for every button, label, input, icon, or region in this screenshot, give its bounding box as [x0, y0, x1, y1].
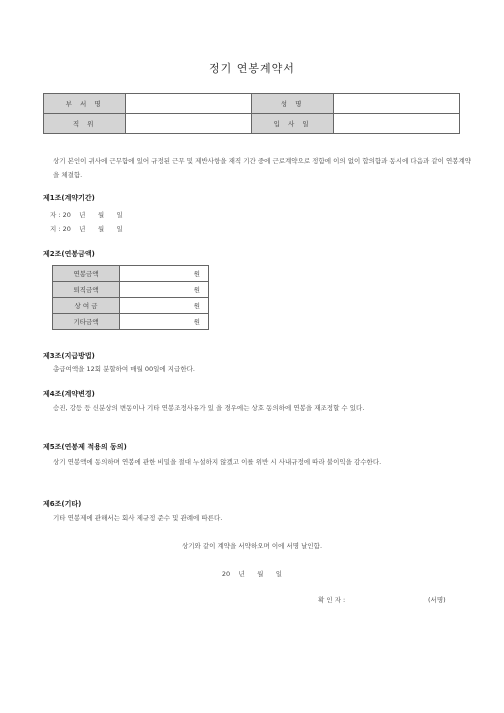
sign-date-line: 20 년 월 일	[221, 570, 283, 578]
other-amount-label: 기타금액	[53, 314, 120, 330]
severance-label: 퇴직금액	[53, 282, 120, 298]
contract-start-line: 자 : 20 년 월 일	[50, 211, 123, 219]
article2-heading: 제2조(연봉금액)	[43, 250, 95, 258]
confirmer-label: 확 인 자 :	[318, 596, 346, 604]
employee-info-table	[43, 93, 460, 134]
position-value-cell[interactable]	[126, 114, 252, 134]
severance-unit[interactable]: 원	[120, 282, 209, 298]
article5-heading: 제5조(연봉제 적용의 동의)	[43, 443, 127, 451]
article6-text: 기타 연봉제에 관해서는 회사 제규정 준수 및 관례에 따른다.	[53, 514, 223, 522]
article4-text: 승진, 강등 등 신분상의 변동이나 기타 연봉조정사유가 있 을 경우에는 상호 동의하에 연봉을 재조정할 수 있다.	[53, 404, 365, 412]
join-date-label: 입 사 일	[251, 114, 333, 134]
dept-value-cell[interactable]	[126, 94, 252, 114]
name-value-cell[interactable]	[334, 94, 460, 114]
dept-label: 부 서 명	[44, 94, 126, 114]
article4-heading: 제4조(계약변경)	[43, 390, 95, 398]
closing-statement: 상기와 같이 계약을 서약하오며 이에 서명 날인함.	[181, 542, 323, 550]
article1-heading: 제1조(계약기간)	[43, 194, 95, 202]
join-date-value-cell[interactable]	[334, 114, 460, 134]
document-title: 정기 연봉계약서	[209, 62, 295, 75]
signature-seal[interactable]: (서명)	[428, 596, 446, 604]
bonus-label: 상 여 금	[53, 298, 120, 314]
intro-paragraph: 상기 본인이 귀사에 근무함에 있어 규정된 근무 및 제반사항을 재직 기간 중에 근로계약으로 정함에 이의 없이 합의함과 동시에 다음과 같이 연봉계약을 체결함.	[53, 157, 472, 179]
bonus-unit[interactable]: 원	[120, 298, 209, 314]
other-amount-unit[interactable]: 원	[120, 314, 209, 330]
article5-text: 상기 연봉액에 동의하며 연봉에 관한 비밀을 절대 누설하지 않겠고 이를 위반 시 사내규정에 따라 불이익을 감수한다.	[53, 458, 382, 466]
article3-heading: 제3조(지급방법)	[43, 352, 95, 360]
contract-end-line: 지 : 20 년 월 일	[50, 225, 123, 233]
annual-salary-label: 연봉금액	[53, 266, 120, 282]
name-label: 성 명	[251, 94, 333, 114]
article3-text: 총급여액을 12회 분할하여 매월 00일에 지급한다.	[53, 365, 195, 373]
article6-heading: 제6조(기타)	[43, 500, 82, 508]
annual-salary-unit[interactable]: 원	[120, 266, 209, 282]
position-label: 직 위	[44, 114, 126, 134]
salary-amount-table	[52, 265, 209, 330]
